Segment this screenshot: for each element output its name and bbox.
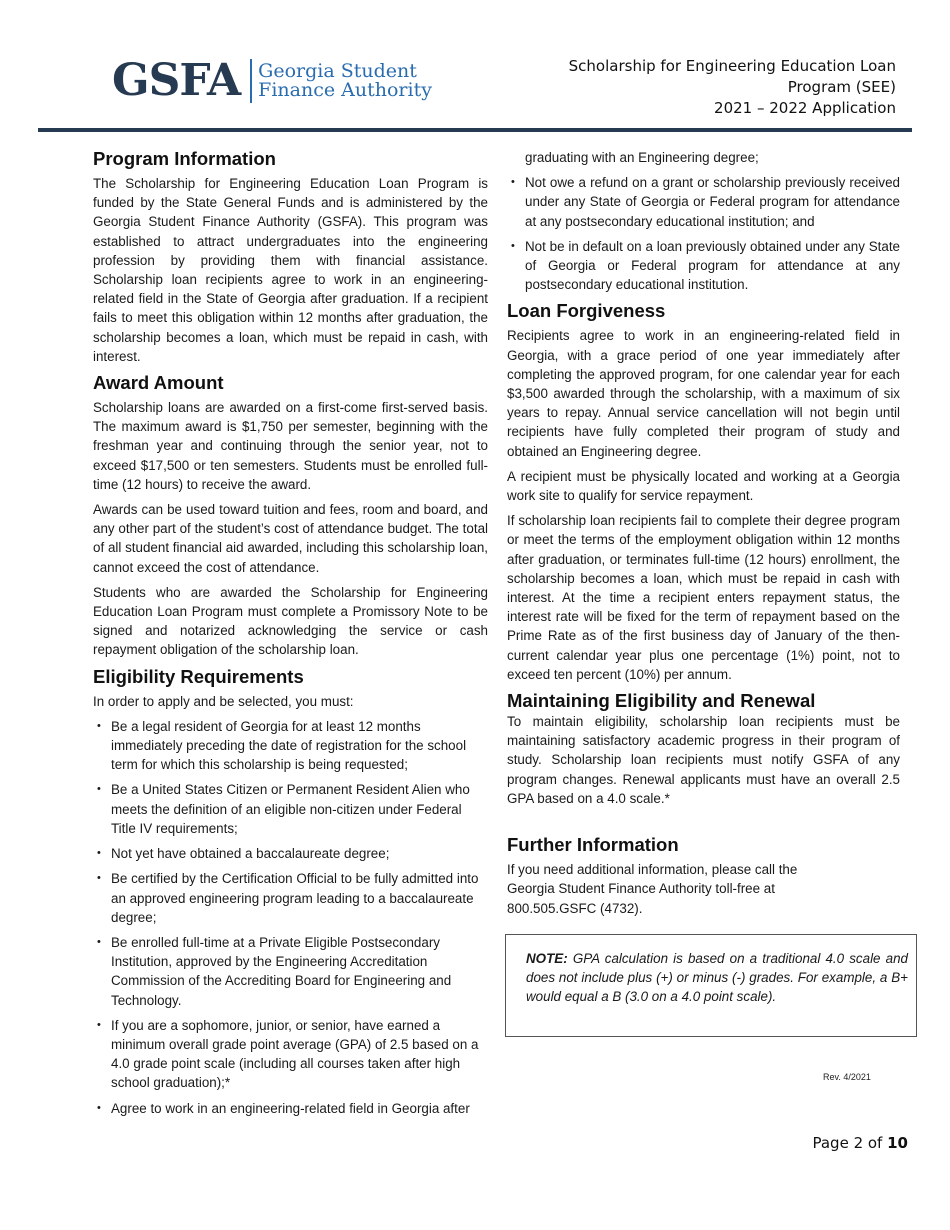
eligibility-item: • Not yet have obtained a baccalaureate degree; bbox=[93, 844, 488, 863]
further-information-heading: Further Information bbox=[507, 834, 679, 856]
header-divider bbox=[38, 128, 912, 132]
eligibility-list bbox=[93, 717, 488, 1118]
loan-forgiveness-paragraph-2: A recipient must be physically located and working at a Georgia work site to qualify for service repayment. bbox=[507, 468, 900, 504]
eligibility-item: • Be enrolled full-time at a Private Eligible Postsecondary Institution, approved by the Engineering Accreditation Commission of the Accrediting Board for Engineering and Technology. bbox=[93, 933, 488, 1010]
eligibility-item: • Agree to work in an engineering-related field in Georgia after bbox=[93, 1099, 488, 1118]
further-information-section bbox=[507, 834, 900, 918]
maintaining-eligibility-section bbox=[507, 690, 900, 808]
document-title bbox=[569, 56, 896, 119]
eligibility-list-continued bbox=[507, 173, 900, 294]
note-box bbox=[505, 934, 917, 1038]
eligibility-item: • If you are a sophomore, junior, or senior, have earned a minimum overall grade point average (GPA) of 2.5 based on a 4.0 grade point scale (including all courses taken after high school graduation);* bbox=[93, 1016, 488, 1093]
eligibility-intro: In order to apply and be selected, you must: bbox=[93, 693, 354, 709]
award-amount-paragraph-2: Awards can be used toward tuition and fees, room and board, and any other part of the student’s cost of attendance budget. The total of all student financial aid awarded, including this scholarship loan, cannot exceed the cost of attendance. bbox=[93, 502, 488, 575]
further-information-text: If you need additional information, please call the Georgia Student Finance Authority toll-free at 800.505.GSFC (4732). bbox=[507, 862, 798, 916]
eligibility-item-continued: graduating with an Engineering degree; bbox=[525, 150, 759, 165]
title-line-2: Program (SEE) bbox=[787, 78, 896, 96]
eligibility-item: • Not owe a refund on a grant or scholarship previously received under any State of Georgia or Federal program for attendance at any postsecondary educational institution; and bbox=[507, 173, 900, 231]
eligibility-item: • Be a legal resident of Georgia for at least 12 months immediately preceding the date of registration for the school term for which this scholarship is being requested; bbox=[93, 717, 488, 775]
eligibility-item: • Be certified by the Certification Official to be fully admitted into an approved engineering program leading to a baccalaureate degree; bbox=[93, 869, 488, 927]
page-number bbox=[812, 1134, 908, 1152]
logo-line-1: Georgia Student bbox=[258, 60, 417, 82]
eligibility-section bbox=[93, 666, 488, 1118]
title-line-3: 2021 – 2022 Application bbox=[714, 99, 896, 117]
program-information-heading: Program Information bbox=[93, 148, 276, 169]
award-amount-paragraph-1: Scholarship loans are awarded on a first-come first-served basis. The maximum award is $1,750 per semester, beginning with the freshman year and continuing through the senior year, not to exceed $17,500 or ten semesters. Students must be enrolled full-time (12 hours) to receive the award. bbox=[93, 400, 488, 492]
eligibility-item: • Not be in default on a loan previously obtained under any State of Georgia or Federal program for attendance at any postsecondary educational institution. bbox=[507, 237, 900, 295]
maintaining-eligibility-heading: Maintaining Eligibility and Renewal bbox=[507, 690, 816, 712]
logo-text bbox=[258, 62, 432, 100]
award-amount-heading: Award Amount bbox=[93, 372, 224, 394]
award-amount-paragraph-3: Students who are awarded the Scholarship for Engineering Education Loan Program must complete a Promissory Note to be signed and notarized acknowledging the service or cash repayment obligation of the scholarship loan. bbox=[93, 584, 488, 658]
eligibility-item: • Be a United States Citizen or Permanent Resident Alien who meets the definition of an eligible non-citizen under Federal Title IV requirements; bbox=[93, 780, 488, 838]
page-prefix: Page 2 of bbox=[812, 1134, 883, 1152]
right-column bbox=[507, 148, 908, 1037]
maintaining-eligibility-text: To maintain eligibility, scholarship loan recipients must be maintaining satisfactory academic progress in their program of study. Scholarship loan recipients must notify GSFA of any program changes. Renewal applicants must have an overall 2.5 GPA based on a 4.0 scale.* bbox=[507, 714, 900, 806]
award-amount-section bbox=[93, 372, 488, 660]
gsfa-logo bbox=[112, 56, 432, 106]
page-total: 10 bbox=[887, 1134, 908, 1152]
note-label: NOTE: bbox=[526, 950, 568, 966]
program-information-section bbox=[93, 148, 488, 366]
logo-line-2: Finance Authority bbox=[258, 79, 432, 101]
logo-mark: GSFA bbox=[112, 55, 241, 106]
left-column bbox=[93, 148, 488, 1124]
title-line-1: Scholarship for Engineering Education Loan bbox=[568, 57, 896, 75]
program-information-text: The Scholarship for Engineering Education Loan Program is funded by the State General Funds and is administered by the Georgia Student Finance Authority (GSFA). This program was established to attract undergraduates into the engineering profession by providing them with financial assistance. Scholarship loan recipients agree to work in an engineering-related field in the State of Georgia after graduation. If a recipient fails to meet this obligation within 12 months after graduation, the scholarship becomes a loan, which must be repaid in cash, with interest. bbox=[93, 176, 488, 364]
loan-forgiveness-heading: Loan Forgiveness bbox=[507, 300, 666, 322]
loan-forgiveness-section bbox=[507, 300, 900, 684]
note-text: GPA calculation is based on a traditional 4.0 scale and does not include plus (+) or minus (-) grades. For example, a B+ would equal a B (3.0 on a 4.0 point scale). bbox=[526, 950, 908, 1005]
loan-forgiveness-paragraph-1: Recipients agree to work in an engineering-related field in Georgia, with a grace period of one year immediately after completing the approved program, for one calendar year for each $3,500 awarded through the scholarship, with a maximum of six years to repay. Annual service cancellation will not begin until recipients have fully completed their program of study and obtained an Engineering degree. bbox=[507, 328, 900, 459]
loan-forgiveness-paragraph-3: If scholarship loan recipients fail to complete their degree program or meet the terms of the employment obligation within 12 months after graduation, or terminates full-time (12 hours) enrollment, the scholarship becomes a loan, which must be repaid in cash with interest. At the time a recipient enters repayment status, the interest rate will be fixed for the term of repayment based on the Prime Rate as of the first business day of January of the then-current calendar year plus one percentage (1%) point, not to exceed ten percent (10%) per annum. bbox=[507, 513, 900, 682]
eligibility-heading: Eligibility Requirements bbox=[93, 665, 304, 687]
logo-divider bbox=[250, 59, 252, 103]
revision-date: Rev. 4/2021 bbox=[823, 1072, 871, 1082]
